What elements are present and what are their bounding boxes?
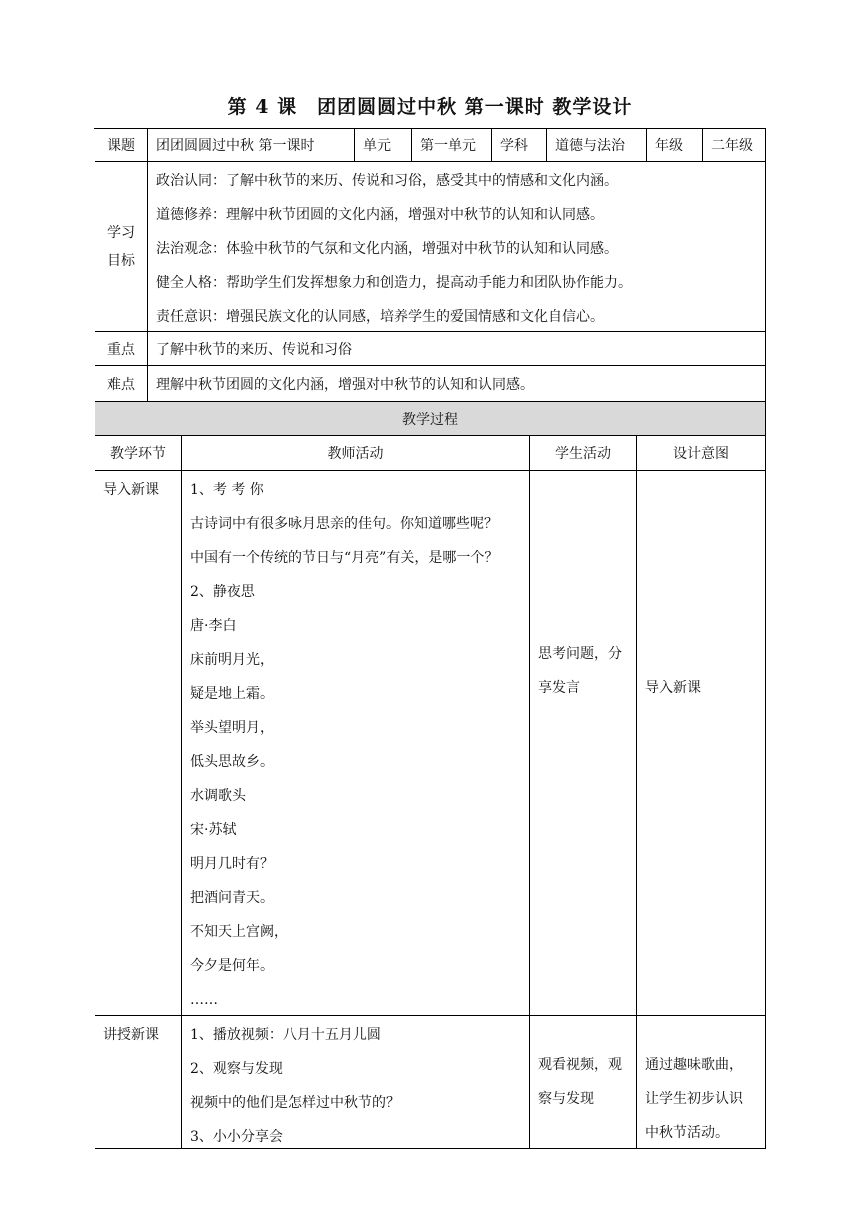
- section1-student-activity: [530, 471, 637, 1016]
- section1-stage-label: 导入新课: [103, 482, 159, 498]
- objectives-label: [95, 162, 148, 332]
- teacher-line: 唐·李白: [190, 618, 237, 634]
- objective-item: 道德修养：理解中秋节团圆的文化内涵，增强对中秋节的认知和认同感。: [156, 207, 604, 223]
- section2-student-activity: [530, 1016, 637, 1149]
- topic-value: 团团圆圆过中秋 第一课时: [148, 129, 355, 162]
- objectives-label-line1: 学习: [107, 224, 135, 241]
- section1-teacher-activity: [182, 471, 530, 1016]
- process-header: 教学过程: [95, 402, 766, 436]
- difficulty-label: 难点: [95, 366, 148, 402]
- student-line: 享发言: [538, 680, 580, 696]
- student-line: 察与发现: [538, 1091, 594, 1107]
- teacher-line: 1、考 考 你: [190, 482, 264, 498]
- section1-stage: [95, 471, 182, 1016]
- subject-label: 学科: [492, 129, 547, 162]
- teacher-line: 视频中的他们是怎样过中秋节的？: [190, 1095, 400, 1111]
- grade-label: 年级: [647, 129, 703, 162]
- section2-student-text: [538, 1048, 622, 1116]
- objective-item: 责任意识：增强民族文化的认同感，培养学生的爱国情感和文化自信心。: [156, 309, 604, 325]
- section2-stage-label: 讲授新课: [103, 1027, 159, 1043]
- key-point-label: 重点: [95, 332, 148, 366]
- student-line: 思考问题，分: [538, 646, 622, 662]
- document-title: 第 4 课 团团圆圆过中秋 第一课时 教学设计: [227, 96, 633, 118]
- objectives-content: [148, 162, 766, 332]
- section2-intent-text: [645, 1048, 743, 1149]
- teacher-line: 今夕是何年。: [190, 958, 274, 974]
- section1-intent-text: 导入新课: [645, 680, 701, 696]
- unit-value: 第一单元: [412, 129, 492, 162]
- teacher-line: 举头望明月，: [190, 720, 274, 736]
- teacher-line: 水调歌头: [190, 788, 246, 804]
- intent-line: 通过趣味歌曲，: [645, 1057, 743, 1073]
- student-line: 观看视频，观: [538, 1057, 622, 1073]
- teacher-line: 明月几时有？: [190, 856, 274, 872]
- intent-line: 中秋节活动。: [645, 1125, 729, 1141]
- teacher-line: 2、观察与发现: [190, 1061, 283, 1077]
- objective-item: 政治认同：了解中秋节的来历、传说和习俗，感受其中的情感和文化内涵。: [156, 173, 618, 189]
- teacher-line: 古诗词中有很多咏月思亲的佳句。你知道哪些呢？: [190, 516, 498, 532]
- teacher-line: 3、小小分享会: [190, 1129, 283, 1145]
- objective-item: 健全人格：帮助学生们发挥想象力和创造力，提高动手能力和团队协作能力。: [156, 275, 632, 291]
- teacher-line: 低头思故乡。: [190, 754, 274, 770]
- section1-student-text: [538, 637, 622, 705]
- intent-line: 让学生初步认识: [645, 1091, 743, 1107]
- key-point-value: 了解中秋节的来历、传说和习俗: [148, 332, 766, 366]
- section2-teacher-activity: [182, 1016, 530, 1149]
- lesson-plan-table: [94, 128, 766, 1145]
- unit-label: 单元: [355, 129, 412, 162]
- section1-intent: [637, 471, 766, 1016]
- teacher-line: 中国有一个传统的节日与“月亮”有关，是哪一个？: [190, 550, 499, 566]
- teacher-line: 把酒问青天。: [190, 890, 274, 906]
- teacher-line: 床前明月光，: [190, 652, 274, 668]
- subject-value: 道德与法治: [547, 129, 647, 162]
- objective-item: 法治观念：体验中秋节的气氛和文化内涵，增强对中秋节的认知和认同感。: [156, 241, 618, 257]
- column-header-student: 学生活动: [530, 436, 637, 471]
- teacher-line: ……: [190, 992, 218, 1008]
- difficulty-value: 理解中秋节团圆的文化内涵，增强对中秋节的认知和认同感。: [148, 366, 766, 402]
- column-header-stage: 教学环节: [95, 436, 182, 471]
- objectives-label-line2: 目标: [107, 252, 135, 269]
- column-header-teacher: 教师活动: [182, 436, 530, 471]
- teacher-line: 疑是地上霜。: [190, 686, 274, 702]
- teacher-line: 2、静夜思: [190, 584, 255, 600]
- grade-value: 二年级: [703, 129, 766, 162]
- teacher-line: 1、播放视频：八月十五月儿圆: [190, 1027, 381, 1043]
- topic-label: 课题: [95, 129, 148, 162]
- section2-stage: [95, 1016, 182, 1149]
- teacher-line: 不知天上宫阙，: [190, 924, 288, 940]
- column-header-intent: 设计意图: [637, 436, 766, 471]
- section2-intent: [637, 1016, 766, 1149]
- teacher-line: 宋·苏轼: [190, 822, 237, 838]
